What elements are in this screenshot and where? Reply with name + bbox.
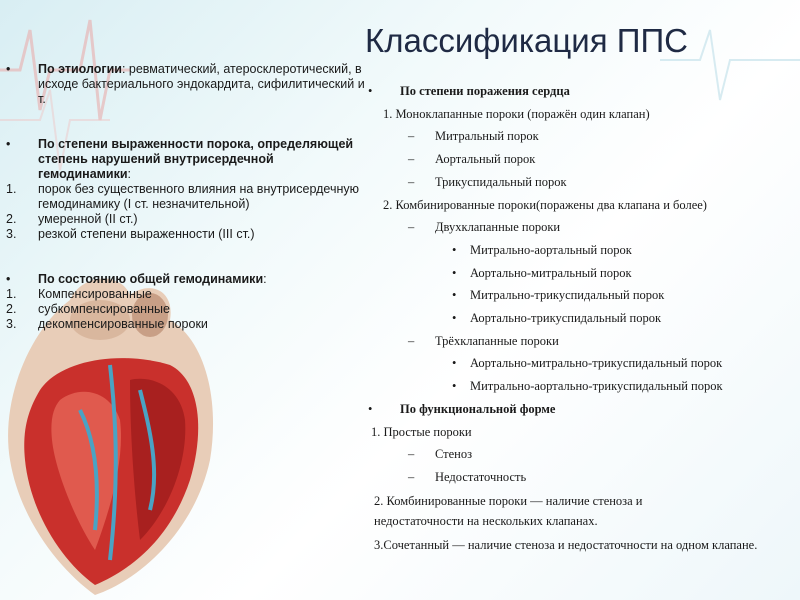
bullet: • <box>6 137 11 151</box>
hemo-list-item: 1. Компенсированные <box>6 287 152 301</box>
sub-sub-item: • Митрально-аортально-трикуспидальный порок <box>452 379 723 394</box>
left-column <box>0 62 370 332</box>
simple-line: 1. Простые пороки <box>371 424 472 439</box>
combined-line: 2. Комбинированные пороки(поражены два клапана и более) <box>383 197 707 212</box>
sub-item: – Митральный порок <box>408 129 539 144</box>
sub-item: – Стеноз <box>408 447 473 462</box>
severity-heading: По степени выраженности порока, определяющей степень нарушений внутрисердечной гемодинамики <box>38 137 354 181</box>
bullet: • <box>6 272 11 286</box>
etiology-text: : ревматический, атеросклеротический, в исходе бактериального эндокардита, сифилитический и т. <box>38 62 365 106</box>
bullet: • <box>6 62 11 76</box>
sub-item: – Двухклапанные пороки <box>408 220 561 235</box>
severity-list-item: 3. резкой степени выраженности (III ст.) <box>6 227 255 241</box>
sub-sub-item: • Аортально-митральный порок <box>452 265 632 280</box>
etiology-heading: По этиологии <box>38 62 122 76</box>
severity-list-item: 2. умеренной (II ст.) <box>6 212 138 226</box>
hemodynamics-item: • По состоянию общей гемодинамики: <box>6 272 267 286</box>
sub-item: – Трикуспидальный порок <box>408 174 567 189</box>
right-column <box>360 80 795 558</box>
func-heading-item: • По функциональной форме <box>368 401 556 416</box>
sub-sub-item: • Аортально-митрально-трикуспидальный порок <box>452 356 723 371</box>
severity-list-item: 1. порок без существенного влияния на внутрисердечную гемодинамику (I ст. незначительной) <box>6 182 360 211</box>
concomitant-line: 3.Сочетанный — наличие стеноза и недостаточности на одном клапане. <box>374 537 758 552</box>
severity-item: • По степени выраженности порока, определяющей степень нарушений внутрисердечной гемодинамики: <box>6 137 354 181</box>
etiology-item <box>0 62 370 107</box>
hemo-list-item: 3. декомпенсированные пороки <box>6 317 208 331</box>
hemo-list-item: 2. субкомпенсированные <box>6 302 170 316</box>
combined2-line: 2. Комбинированные пороки — наличие стеноза и недостаточности на нескольких клапанах. <box>374 493 643 528</box>
page-title: Классификация ППС <box>365 22 689 59</box>
sub-sub-item: • Митрально-трикуспидальный порок <box>452 288 665 303</box>
hemodynamics-heading: По состоянию общей гемодинамики <box>38 272 264 286</box>
sub-sub-item: • Митрально-аортальный порок <box>452 242 632 257</box>
sub-item: – Недостаточность <box>408 469 527 484</box>
sub-item: – Аортальный порок <box>408 152 536 167</box>
sub-item: – Трёхклапанные пороки <box>408 333 559 348</box>
sub-sub-item: • Аортально-трикуспидальный порок <box>452 311 662 326</box>
mono-line: 1. Моноклапанные пороки (поражён один клапан) <box>383 106 650 121</box>
damage-heading-item: • По степени поражения сердца <box>368 84 570 98</box>
